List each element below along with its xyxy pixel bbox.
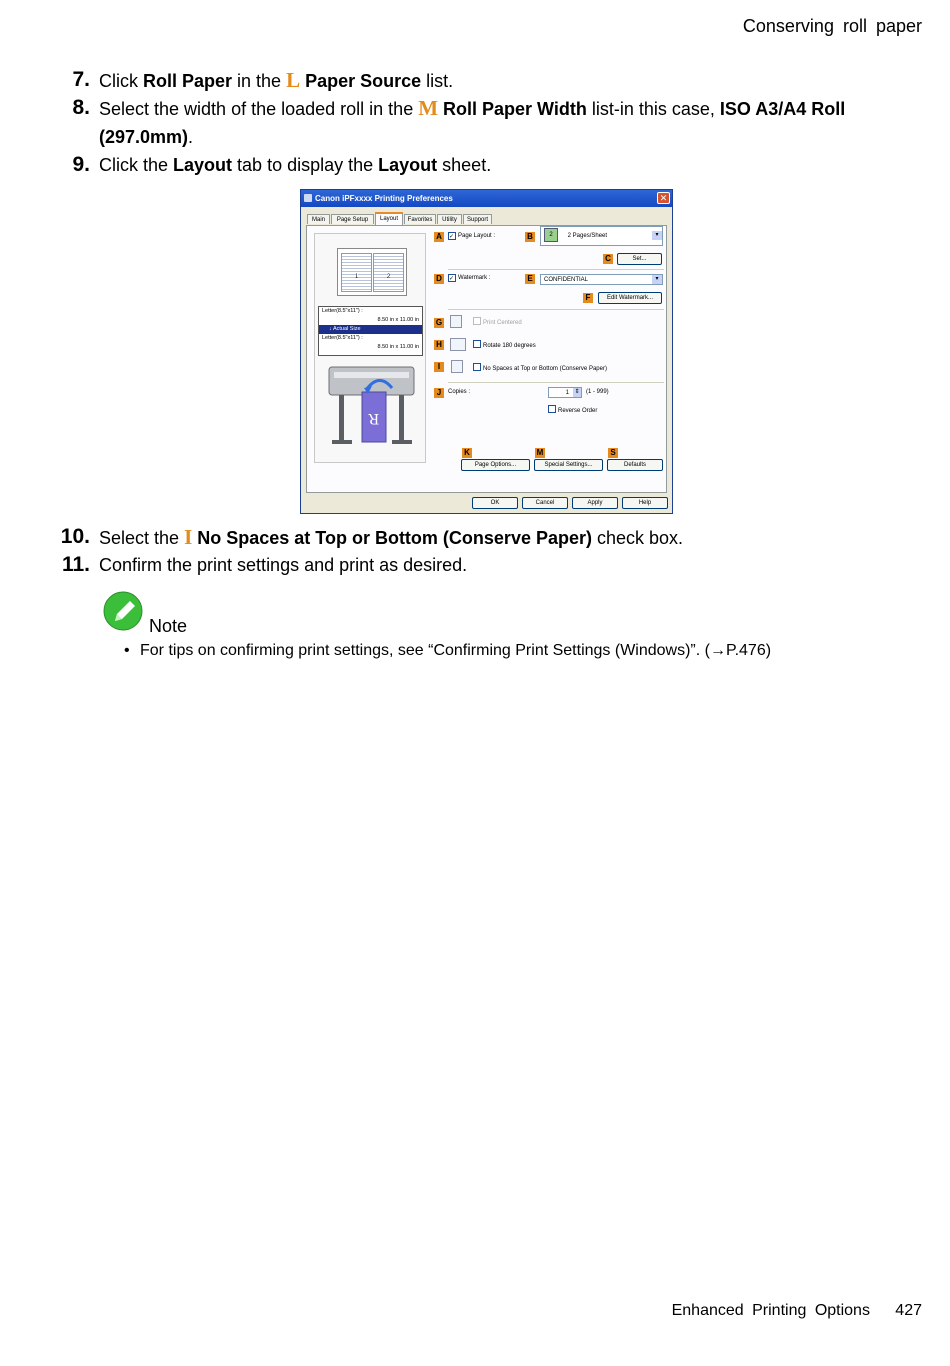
ok-button[interactable]: OK bbox=[472, 497, 518, 509]
cancel-button[interactable]: Cancel bbox=[522, 497, 568, 509]
defaults-button[interactable]: Defaults bbox=[607, 459, 663, 471]
set-button[interactable]: Set... bbox=[617, 253, 662, 265]
size-text: Letter(8.5"x11") : bbox=[322, 308, 363, 314]
dialog-title: Canon iPFxxxx Printing Preferences bbox=[315, 194, 453, 203]
print-centered-checkbox[interactable]: Print Centered bbox=[473, 317, 522, 328]
layout-sheet bbox=[306, 225, 667, 493]
close-icon[interactable]: ✕ bbox=[657, 192, 670, 204]
layout-preview bbox=[314, 233, 426, 463]
checkbox-icon bbox=[548, 405, 556, 413]
note-text: For tips on confirming print settings, see “Confirming Print Settings (Windows)”. (→P.476) bbox=[140, 642, 772, 659]
dialog-titlebar bbox=[301, 190, 672, 207]
size-text: Letter(8.5"x11") : bbox=[322, 335, 363, 341]
step-text: Select the I No Spaces at Top or Bottom (Conserve Paper) check box. bbox=[99, 525, 684, 549]
page-layout-select[interactable]: 2 2 Pages/Sheet ▾ bbox=[540, 226, 663, 246]
chapter-title: Enhanced Printing Options bbox=[671, 1302, 870, 1319]
callout-f: F bbox=[583, 293, 593, 303]
separator bbox=[448, 269, 664, 270]
bullet: • bbox=[124, 642, 130, 659]
step-text: Confirm the print settings and print as desired. bbox=[99, 555, 468, 575]
step-number: 8. bbox=[72, 96, 90, 119]
tab-utility[interactable]: Utility bbox=[437, 214, 462, 224]
step-number: 9. bbox=[72, 153, 90, 176]
printer-illustration-icon bbox=[324, 362, 419, 452]
rotate-checkbox[interactable]: Rotate 180 degrees bbox=[473, 340, 536, 351]
conserve-paper-icon bbox=[451, 360, 463, 373]
layout-2up-icon: 2 bbox=[544, 228, 558, 242]
paper-size-info bbox=[318, 306, 423, 356]
printing-preferences-dialog bbox=[300, 189, 673, 514]
checkbox-icon bbox=[473, 317, 481, 325]
step-number: 11. bbox=[61, 553, 90, 576]
print-glyph: R bbox=[368, 410, 380, 426]
callout-letter: M bbox=[418, 96, 439, 120]
callout-c: C bbox=[603, 254, 613, 264]
tab-main[interactable]: Main bbox=[307, 214, 330, 224]
tab-layout[interactable]: Layout bbox=[375, 212, 403, 225]
callout-i: I bbox=[434, 362, 444, 372]
tab-favorites[interactable]: Favorites bbox=[404, 214, 436, 224]
callout-d: D bbox=[434, 274, 444, 284]
callout-a: A bbox=[434, 232, 444, 242]
callout-h: H bbox=[434, 340, 444, 350]
size-text: 8.50 in x 11.00 in bbox=[377, 344, 419, 350]
step-text: Click the Layout tab to display the Layout sheet. bbox=[99, 155, 492, 175]
callout-m: M bbox=[536, 448, 544, 457]
step-text: Select the width of the loaded roll in the M Roll Paper Width list-in this case, ISO A3/A4 Roll (297.0mm). bbox=[99, 96, 846, 147]
checkbox-checked-icon: ✓ bbox=[449, 234, 455, 240]
printer-icon bbox=[304, 194, 312, 202]
arrow-down-icon: ↓ bbox=[329, 326, 333, 332]
page-number: 427 bbox=[895, 1302, 922, 1319]
copies-label: Copies : bbox=[448, 389, 471, 395]
checkbox-checked-icon: ✓ bbox=[449, 276, 455, 282]
page-thumbnail: 1 bbox=[341, 253, 372, 292]
running-header: Conserving roll paper bbox=[742, 16, 922, 36]
watermark-checkbox[interactable]: ✓ Watermark : bbox=[449, 275, 491, 282]
sheet-preview bbox=[337, 248, 407, 296]
chevron-down-icon: ▾ bbox=[652, 231, 662, 240]
callout-letter: I bbox=[184, 525, 193, 549]
special-settings-button[interactable]: Special Settings... bbox=[534, 459, 603, 471]
running-footer bbox=[672, 1302, 922, 1320]
note-pencil-icon bbox=[101, 591, 145, 631]
note-item bbox=[124, 642, 771, 660]
page-thumbnail: 2 bbox=[373, 253, 404, 292]
help-button[interactable]: Help bbox=[622, 497, 668, 509]
size-text: 8.50 in x 11.00 in bbox=[377, 317, 419, 323]
page-layout-checkbox[interactable]: ✓ Page Layout : bbox=[449, 233, 496, 240]
actual-size-row: ↓ Actual Size bbox=[319, 325, 422, 334]
copies-spinner[interactable]: 1 ⇕ bbox=[548, 387, 582, 398]
callout-s: S bbox=[608, 448, 618, 458]
watermark-select[interactable]: CONFIDENTIAL ▾ bbox=[540, 274, 663, 285]
chevron-down-icon: ▾ bbox=[652, 275, 662, 284]
checkbox-icon bbox=[473, 363, 481, 371]
no-spaces-checkbox[interactable]: No Spaces at Top or Bottom (Conserve Paper) bbox=[473, 363, 607, 374]
page-options-button[interactable]: Page Options... bbox=[461, 459, 530, 471]
step-number: 10. bbox=[60, 525, 90, 548]
tab-page-setup[interactable]: Page Setup bbox=[331, 214, 374, 224]
rotate-icon bbox=[450, 338, 466, 351]
step-text: Click Roll Paper in the L Paper Source list. bbox=[99, 68, 454, 92]
callout-k: K bbox=[462, 448, 472, 458]
spinner-arrows-icon[interactable]: ⇕ bbox=[574, 389, 580, 395]
separator bbox=[448, 309, 664, 310]
checkbox-icon bbox=[473, 340, 481, 348]
note-label: Note bbox=[149, 616, 188, 636]
callout-j: J bbox=[434, 388, 444, 398]
step-number: 7. bbox=[72, 68, 90, 91]
callout-g: G bbox=[435, 318, 443, 327]
copies-range: (1 - 999) bbox=[586, 389, 609, 395]
callout-letter: L bbox=[286, 68, 301, 92]
apply-button[interactable]: Apply bbox=[572, 497, 618, 509]
separator bbox=[448, 382, 664, 383]
callout-b: B bbox=[525, 232, 535, 242]
tab-support[interactable]: Support bbox=[463, 214, 492, 224]
print-centered-icon bbox=[450, 315, 462, 328]
callout-e: E bbox=[525, 274, 535, 284]
reverse-order-checkbox[interactable]: Reverse Order bbox=[548, 405, 597, 416]
edit-watermark-button[interactable]: Edit Watermark... bbox=[598, 292, 662, 304]
